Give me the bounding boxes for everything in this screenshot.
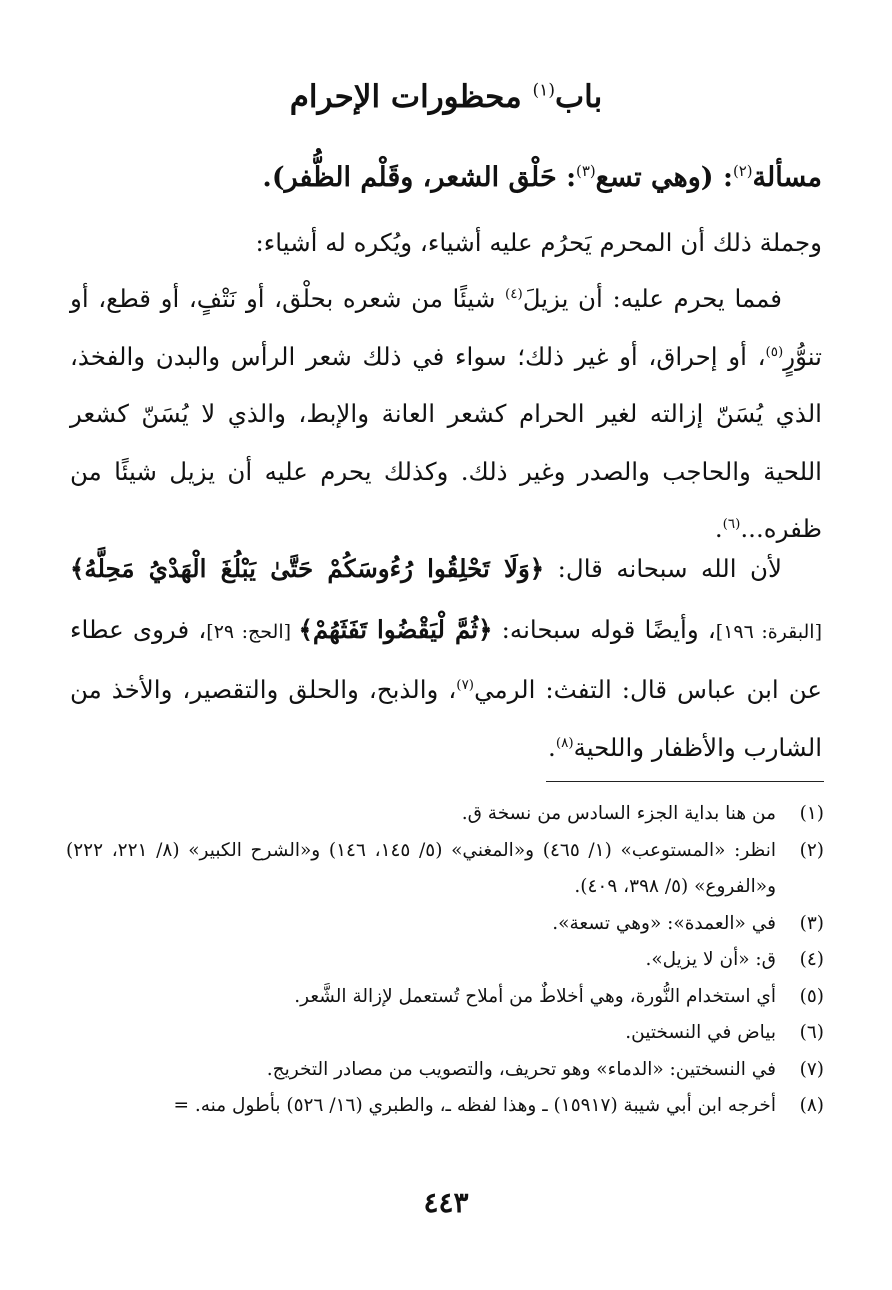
footnote-number: (٣)	[799, 912, 824, 934]
verse-source-1: [البقرة: ١٩٦]	[715, 620, 822, 643]
footnote-number: (٥)	[799, 985, 824, 1007]
footnote-2	[66, 833, 824, 906]
footnote-number: (٦)	[799, 1022, 824, 1043]
heading-text-start: باب	[554, 79, 603, 115]
heading-footnote-ref[interactable]: (١)	[532, 80, 555, 101]
issue-label: مسألة$^{(٢)}$:	[713, 162, 822, 193]
footnote-8	[66, 1088, 824, 1125]
issue-footnote-ref-2[interactable]: (٣)	[576, 162, 596, 180]
issue-line	[70, 148, 822, 208]
footnote-7	[66, 1052, 824, 1089]
footnote-number: (١)	[799, 803, 824, 824]
footnote-number: (٢)	[799, 839, 824, 861]
footnote-divider	[546, 781, 824, 782]
quran-verse-1: ﴿وَلَا تَحْلِقُوا رُءُوسَكُمْ حَتَّىٰ يَبْلُغَ الْهَدْيُ مَحِلَّهُ﴾	[70, 554, 545, 583]
footnote-text: في النسختين: «الدماء» وهو تحريف، والتصويب من مصادر التخريج.	[266, 1058, 776, 1080]
footnote-ref-6[interactable]: (٦)	[722, 515, 741, 532]
chapter-heading	[60, 72, 832, 122]
footnote-4	[66, 942, 824, 979]
quran-verse-2: ﴿ثُمَّ لْيَقْضُوا تَفَثَهُمْ﴾	[298, 614, 493, 644]
footnote-text: أخرجه ابن أبي شيبة (١٥٩١٧) ـ وهذا لفظه ـ، والطبري (١٦/ ٥٢٦) بأطول منه. =	[173, 1095, 776, 1116]
paragraph-prohibitions: فمما يحرم عليه: أن يزيلَ$^{(٤)}$ شيئًا من شعره بحلْق، أو نَتْفٍ، أو قطع، أو تنوُّرٍ$^{(٥)}$، أو إحراق، أو غير ذلك؛ سواء في ذلك شعر الرأس والبدن والفخذ، الذي يُسَنّ إزالته لغير الحرام كشعر العانة والإبط، والذي لا يُسَنّ كشعر اللحية والحاجب والصدر وغير ذلك. وكذلك يحرم عليه أن يزيل شيئًا من ظفره...$^{(٦)}$.	[70, 284, 822, 543]
page-number: ٤٤٣	[423, 1186, 469, 1219]
footnote-ref-4[interactable]: (٤)	[504, 285, 523, 302]
footnote-text: ق: «أن لا يزيل».	[645, 949, 776, 970]
footnote-text: انظر: «المستوعب» (١/ ٤٦٥) و«المغني» (٥/ ١٤٥، ١٤٦) و«الشرح الكبير» (٨/ ٢٢١، ٢٢٢) و«الفروع» (٥/ ٣٩٨، ٤٠٩).	[66, 839, 777, 897]
footnote-text: في «العمدة»: «وهي تسعة».	[552, 912, 776, 934]
footnote-text: أي استخدام النُّورة، وهي أخلاطٌ من أملاح تُستعمل لإزالة الشَّعر.	[294, 985, 776, 1007]
footnote-5	[66, 979, 824, 1016]
footnote-ref-7[interactable]: (٧)	[456, 676, 475, 693]
footnote-text: من هنا بداية الجزء السادس من نسخة ق.	[461, 803, 776, 824]
footnote-1	[66, 796, 824, 833]
footnote-ref-8[interactable]: (٨)	[555, 734, 574, 751]
footnote-text: بياض في النسختين.	[625, 1022, 776, 1043]
footnotes	[66, 796, 824, 1125]
footnote-3	[66, 906, 824, 943]
heading-text-end: محظورات الإحرام	[289, 79, 533, 115]
paragraph-intro-text: وجملة ذلك أن المحرم يَحرُم عليه أشياء، ويُكره له أشياء:	[255, 228, 822, 257]
verse-source-2: [الحج: ٢٩]	[206, 620, 299, 643]
issue-footnote-ref[interactable]: (٢)	[732, 162, 753, 180]
footnote-number: (٨)	[799, 1095, 824, 1116]
paragraph-evidence: لأن الله سبحانه قال: ﴿وَلَا تَحْلِقُوا رُءُوسَكُمْ حَتَّىٰ يَبْلُغَ الْهَدْيُ مَحِلَّهُ﴾ [البقرة: ١٩٦]، وأيضًا قوله سبحانه: ﴿ثُمَّ لْيَقْضُوا تَفَثَهُمْ﴾ [الحج: ٢٩]، فروى عطاء عن ابن عباس قال: التفث: الرمي$^{(٧)}$، والذبح، والحلق والتقصير، والأخذ من الشارب والأظفار واللحية$^{(٨)}$.	[70, 554, 822, 762]
footnote-6	[66, 1015, 824, 1052]
paragraph-intro	[70, 218, 822, 268]
footnote-ref-5[interactable]: (٥)	[765, 343, 784, 360]
footnote-number: (٧)	[799, 1058, 824, 1080]
issue-text: (وهي تسع$^{(٣)}$: حَلْق الشعر، وقَلْم الظُّفر).	[262, 162, 714, 193]
footnote-number: (٤)	[799, 949, 824, 970]
